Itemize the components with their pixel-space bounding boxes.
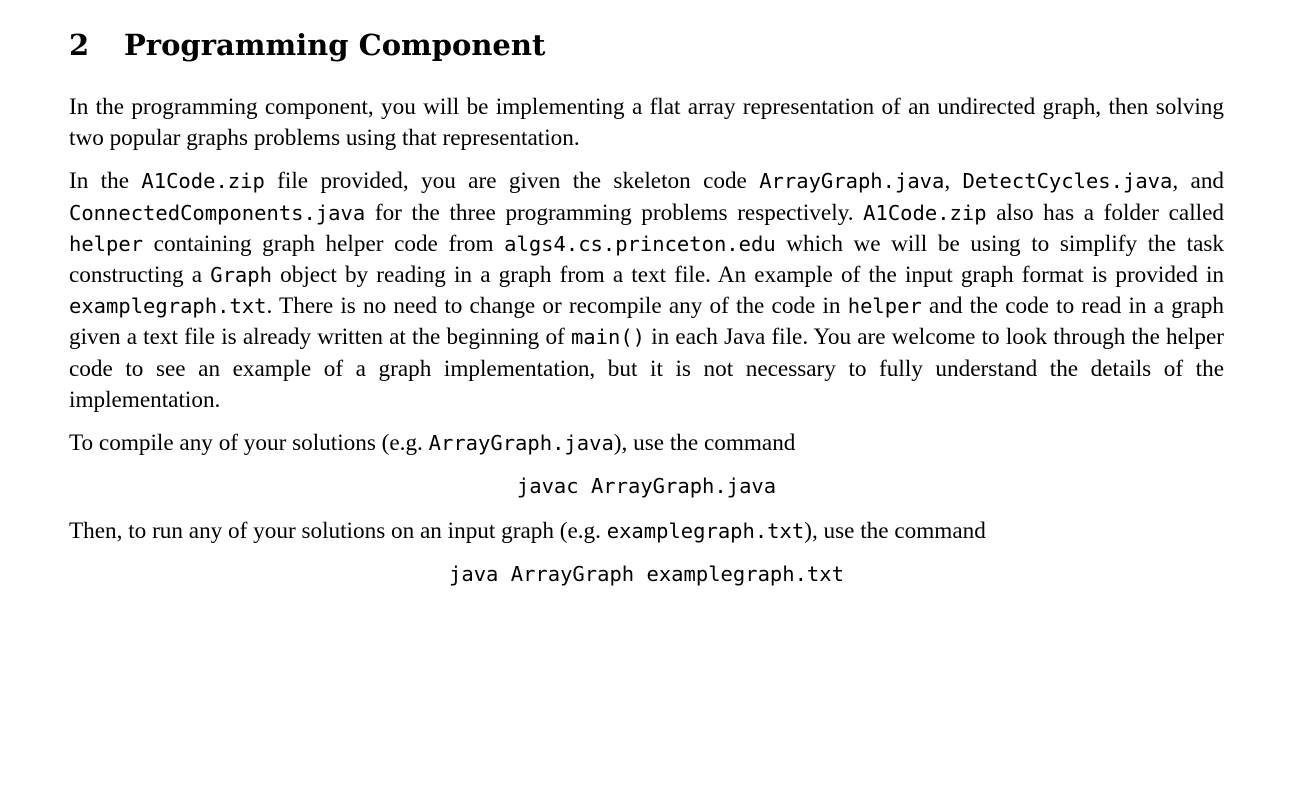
code-arraygraph-java: ArrayGraph.java [428,431,614,456]
code-algs4-url: algs4.cs.princeton.edu [504,231,776,256]
code-helper: helper [847,294,922,319]
compile-command: javac ArrayGraph.java [516,474,777,499]
section-heading [69,24,1224,66]
code-main: main() [570,325,646,350]
code-detectcycles-java: DetectCycles.java [962,169,1173,194]
text-run: which we will be using to simplify the task constructing a [69,230,1225,289]
code-examplegraph-txt: examplegraph.txt [69,294,267,319]
code-a1code-zip: A1Code.zip [141,169,265,194]
code-arraygraph-java: ArrayGraph.java [759,169,945,194]
text-run: ), use the command [613,430,796,457]
section-title: Programming Component [124,28,546,62]
text-run: In the [69,168,142,195]
text-run: Then, to run any of your solutions on an input graph (e.g. [69,518,607,545]
intro-paragraph: In the programming component, you will be implementing a flat array representation of an undirected graph, then solving two popular graphs problems using that representation. [69,94,1224,152]
text-run: ), use the command [804,518,986,545]
text-run: To compile any of your solutions (e.g. [69,430,429,457]
code-connectedcomponents-java: ConnectedComponents.java [69,200,366,225]
code-graph: Graph [210,263,272,288]
text-run: also has a folder called [986,199,1224,226]
run-paragraph [69,516,1224,547]
files-paragraph [69,166,1224,416]
text-run: , and [1172,168,1225,195]
text-run: , [944,168,963,195]
text-run: file provided, you are given the skeleton code [264,168,760,195]
text-run: for the three programming problems respectively. [365,199,864,226]
section-number: 2 [69,28,90,62]
text-run: . There is no need to change or recompile any of the code in [266,293,848,320]
text-run: in each Java file. You are welcome to look through the helper code to see an example of a graph implementation, but it is not necessary to fully understand the details of the implementation. [69,324,1224,413]
compile-paragraph [69,428,1224,459]
text-run: containing graph helper code from [143,230,505,257]
run-command: java ArrayGraph examplegraph.txt [449,562,844,587]
text-run: object by reading in a graph from a text file. An example of the input graph format is provided in [271,262,1224,289]
document-page [69,24,1224,604]
text-run: and the code to read in a graph given a text file is already written at the beginning of [69,293,1224,351]
code-examplegraph-txt: examplegraph.txt [606,519,805,544]
code-helper: helper [69,231,144,256]
code-a1code-zip: A1Code.zip [863,200,987,225]
